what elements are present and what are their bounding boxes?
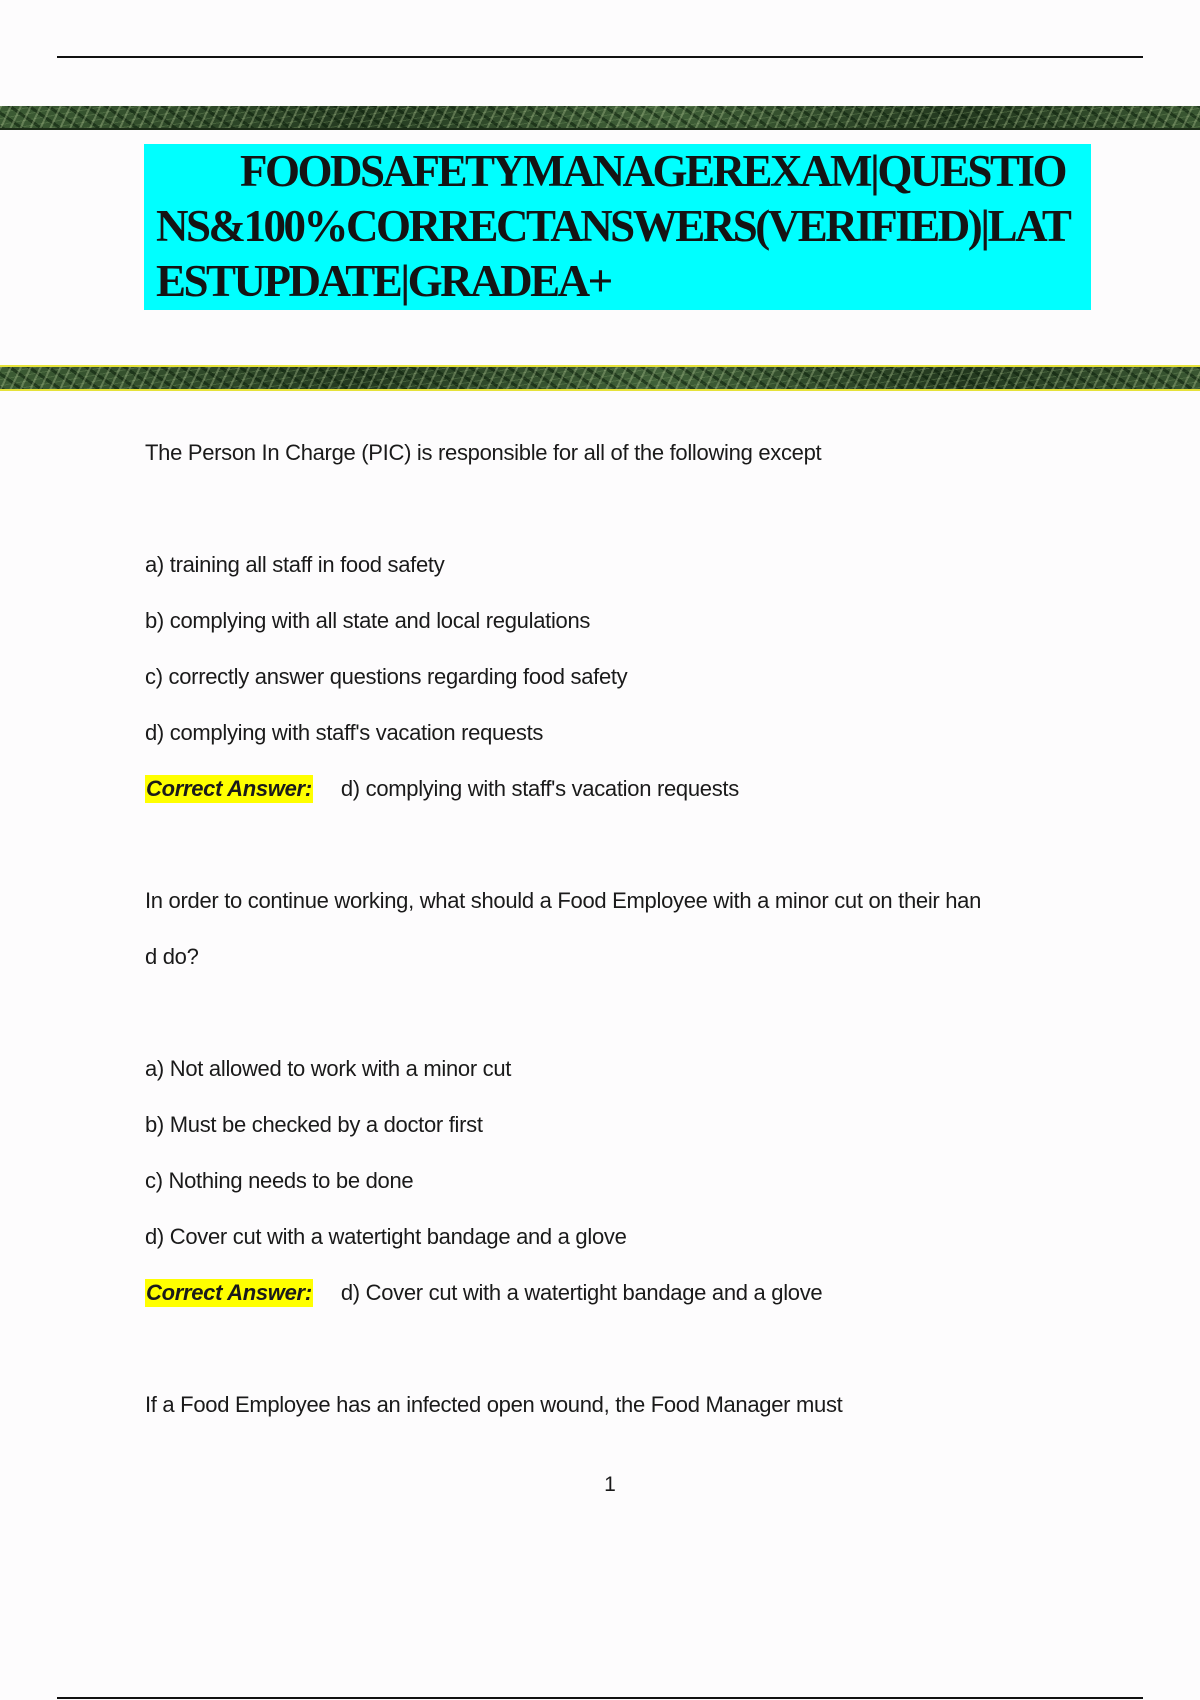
option-d: d) complying with staff's vacation requests: [145, 720, 544, 745]
option-a: a) training all staff in food safety: [145, 552, 445, 577]
spacer: [145, 481, 1105, 537]
question-block: [145, 873, 1105, 1377]
question-block: [145, 425, 1105, 873]
question-text-line-2: d do?: [145, 944, 199, 969]
question-block: [145, 1377, 1105, 1433]
option-c: c) Nothing needs to be done: [145, 1168, 414, 1193]
spacer: [145, 1321, 1105, 1377]
option-b: b) Must be checked by a doctor first: [145, 1112, 483, 1137]
option-a: a) Not allowed to work with a minor cut: [145, 1056, 512, 1081]
option-b: b) complying with all state and local regulations: [145, 608, 591, 633]
document-title: FOODSAFETYMANAGEREXAM|QUESTIONS&100%CORRECTANSWERS(VERIFIED)|LATESTUPDATE|GRADEA+: [156, 146, 1070, 306]
correct-answer-text: d) complying with staff's vacation requests: [340, 776, 739, 801]
question-text: If a Food Employee has an infected open wound, the Food Manager must: [145, 1392, 843, 1417]
option-c: c) correctly answer questions regarding food safety: [145, 664, 628, 689]
question-text-line-1: In order to continue working, what should a Food Employee with a minor cut on their han: [145, 888, 982, 913]
correct-answer-text: d) Cover cut with a watertight bandage and a glove: [340, 1280, 823, 1305]
header-rule: [57, 56, 1143, 58]
correct-answer-label: Correct Answer:: [146, 776, 312, 801]
question-text: The Person In Charge (PIC) is responsible for all of the following except: [145, 440, 822, 465]
decorative-band-top: [0, 106, 1200, 130]
correct-answer-label: Correct Answer:: [146, 1280, 312, 1305]
option-d: d) Cover cut with a watertight bandage and a glove: [145, 1224, 627, 1249]
spacer: [145, 985, 1105, 1041]
question-list: [145, 425, 1105, 1433]
correct-answer-row: [145, 1265, 1105, 1321]
decorative-band-bottom: [0, 365, 1200, 391]
title-banner: [144, 144, 1091, 310]
footer-rule: [57, 1697, 1143, 1699]
spacer: [145, 817, 1105, 873]
page-number: 1: [604, 1473, 616, 1496]
correct-answer-row: [145, 761, 1105, 817]
